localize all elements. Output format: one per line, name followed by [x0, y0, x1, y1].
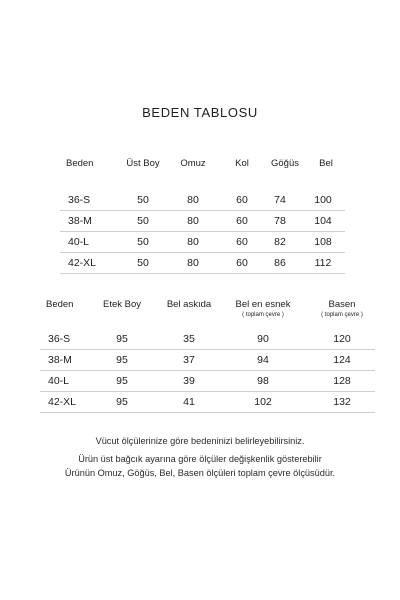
size-table-bottom [40, 299, 375, 413]
cell-ust-boy: 50 [137, 236, 149, 248]
cell-ust-boy: 50 [137, 194, 149, 206]
cell-bel-en-esnek: 98 [257, 375, 269, 387]
header-kol: Kol [235, 158, 249, 169]
table-row [40, 371, 375, 392]
note-variation [0, 452, 400, 480]
cell-bel-askida: 39 [183, 375, 195, 387]
cell-size: 42-XL [68, 257, 97, 269]
cell-basen: 132 [333, 396, 351, 408]
cell-size: 40-L [68, 236, 90, 248]
size-table-top [60, 158, 345, 274]
table-row [60, 232, 345, 253]
cell-bel-en-esnek: 90 [257, 333, 269, 345]
cell-omuz: 80 [187, 257, 199, 269]
subheader-bel-en-esnek: ( toplam çevre ) [242, 312, 284, 318]
header-beden: Beden [46, 299, 74, 310]
subheader-basen: ( toplam çevre ) [321, 312, 363, 318]
cell-omuz: 80 [187, 215, 199, 227]
table-row [40, 392, 375, 413]
cell-kol: 60 [236, 257, 248, 269]
cell-size: 36-S [68, 194, 91, 206]
cell-kol: 60 [236, 215, 248, 227]
cell-bel-en-esnek: 94 [257, 354, 269, 366]
cell-bel: 112 [314, 257, 332, 269]
cell-etek-boy: 95 [116, 375, 128, 387]
cell-size: 38-M [68, 215, 92, 227]
cell-ust-boy: 50 [137, 257, 149, 269]
cell-basen: 120 [333, 333, 351, 345]
header-bel: Bel [319, 158, 333, 169]
cell-gogus: 82 [274, 236, 286, 248]
cell-size: 36-S [48, 333, 71, 345]
cell-gogus: 86 [274, 257, 286, 269]
header-bel-askida: Bel askıda [166, 299, 212, 310]
header-gogus: Göğüs [271, 158, 299, 169]
table-row [40, 329, 375, 350]
cell-bel: 100 [314, 194, 332, 206]
header-beden: Beden [66, 158, 94, 169]
cell-etek-boy: 95 [116, 333, 128, 345]
table-row [60, 190, 345, 211]
cell-gogus: 74 [274, 194, 286, 206]
table-header [40, 299, 375, 325]
note-line-adjustment: Ürün üst bağcık ayarına göre ölçüler değişkenlik gösterebilir [78, 454, 322, 464]
cell-gogus: 78 [274, 215, 286, 227]
header-ust-boy: Üst Boy [126, 158, 160, 169]
table-header [60, 158, 345, 176]
cell-size: 42-XL [48, 396, 77, 408]
page-title: BEDEN TABLOSU [142, 105, 258, 120]
cell-etek-boy: 95 [116, 396, 128, 408]
header-omuz: Omuz [180, 158, 206, 169]
cell-omuz: 80 [187, 194, 199, 206]
cell-bel-askida: 37 [183, 354, 195, 366]
cell-bel: 104 [314, 215, 332, 227]
cell-bel-askida: 41 [183, 396, 195, 408]
cell-basen: 124 [333, 354, 351, 366]
cell-bel-askida: 35 [183, 333, 195, 345]
note-line-circumference: Ürünün Omuz, Göğüs, Bel, Basen ölçüleri toplam çevre ölçüsüdür. [64, 468, 336, 478]
header-etek-boy: Etek Boy [102, 299, 142, 310]
table-row [60, 253, 345, 274]
cell-etek-boy: 95 [116, 354, 128, 366]
note-size-guide: Vücut ölçülerinize göre bedeninizi belirleyebilirsiniz. [95, 436, 305, 446]
cell-ust-boy: 50 [137, 215, 149, 227]
cell-omuz: 80 [187, 236, 199, 248]
cell-size: 38-M [48, 354, 72, 366]
cell-kol: 60 [236, 236, 248, 248]
cell-bel: 108 [314, 236, 332, 248]
cell-bel-en-esnek: 102 [254, 396, 272, 408]
header-bel-en-esnek: Bel en esnek [235, 299, 291, 310]
table-row [40, 350, 375, 371]
cell-basen: 128 [333, 375, 351, 387]
header-basen: Basen [328, 299, 356, 310]
cell-size: 40-L [48, 375, 70, 387]
cell-kol: 60 [236, 194, 248, 206]
table-row [60, 211, 345, 232]
